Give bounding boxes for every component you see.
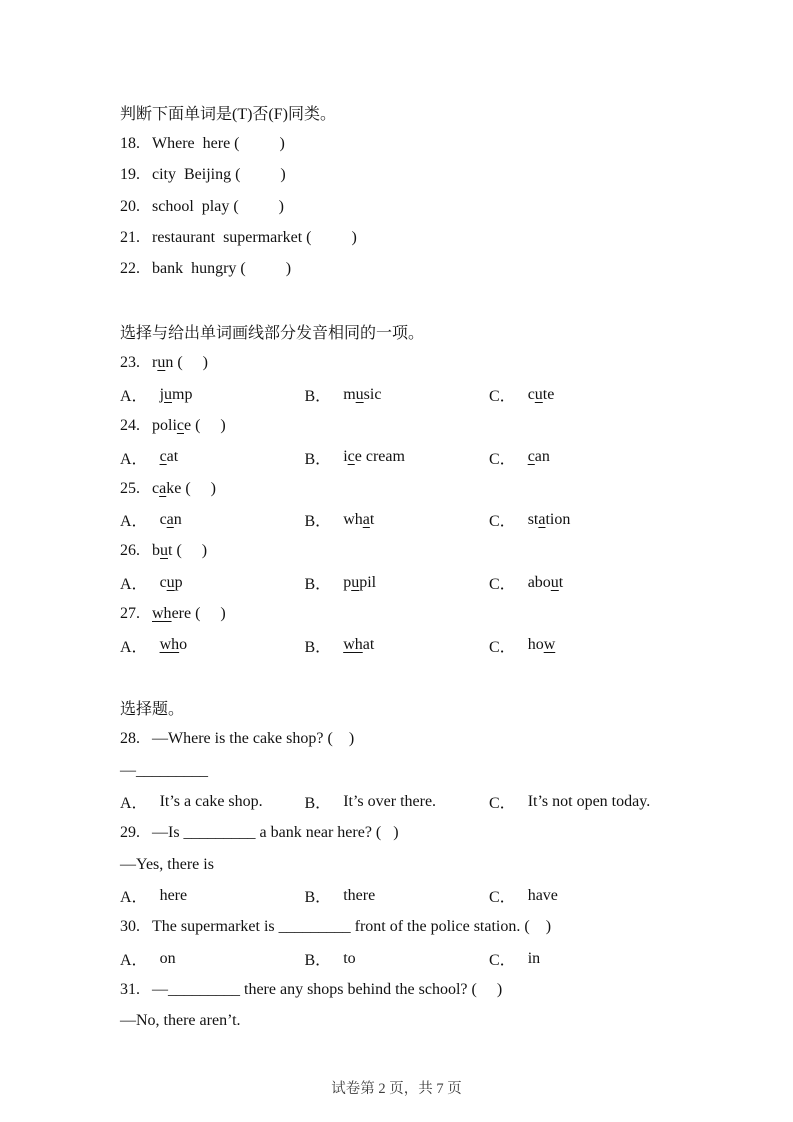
option-text: here (159, 886, 188, 904)
option-label: A． (120, 795, 148, 813)
underlined-letters: c (527, 448, 535, 466)
tf-item-text: Where here ( ) (152, 134, 285, 152)
underlined-letters: u (160, 542, 168, 560)
options-row (120, 442, 733, 473)
question-number: 25. (120, 479, 140, 497)
option-label: B． (304, 450, 332, 468)
option-label: B． (304, 638, 332, 656)
question-stem: —Where is the cake shop? ( ) (152, 730, 355, 748)
question-number: 28. (120, 730, 140, 748)
section-multiple-choice (120, 692, 733, 1037)
option (305, 790, 490, 813)
option (489, 508, 733, 531)
option (305, 634, 490, 657)
option-label: C． (489, 450, 516, 468)
underlined-letters: wh (152, 604, 172, 622)
option-text: in (527, 949, 541, 967)
options-row (120, 786, 733, 817)
option-text: what (343, 636, 375, 654)
option (489, 790, 733, 813)
option-label: B． (304, 513, 332, 531)
question-number: 26. (120, 542, 140, 560)
option (305, 383, 490, 406)
option (305, 884, 490, 907)
option-text: can (527, 448, 550, 466)
option-text: cat (159, 448, 179, 466)
tf-item (120, 222, 733, 253)
option-text: to (343, 949, 356, 967)
option (305, 508, 490, 531)
option (120, 446, 305, 469)
question-number: 18. (120, 134, 140, 152)
option-label: B． (304, 795, 332, 813)
tf-item (120, 191, 733, 222)
question-stem-row (120, 348, 733, 379)
option-text: It’s over there. (343, 792, 437, 810)
underlined-letters: u (157, 354, 166, 372)
option-text: have (527, 886, 558, 904)
option-label: C． (489, 889, 516, 907)
question-stem-row (120, 410, 733, 441)
option-text: can (159, 510, 182, 528)
question-stem: but ( ) (152, 542, 208, 560)
option-label: C． (489, 513, 516, 531)
tf-item (120, 128, 733, 159)
option-text: station (527, 510, 571, 528)
option (120, 508, 305, 531)
option (489, 947, 733, 970)
option (120, 571, 305, 594)
option-text: pupil (343, 573, 377, 591)
dialog-line: —Yes, there is (120, 855, 214, 873)
question-stem-row (120, 974, 733, 1005)
option (120, 790, 305, 813)
page-footer: 试卷第 2 页，共 7 页 (331, 1081, 462, 1097)
tf-item-text: bank hungry ( ) (152, 260, 292, 278)
question-number: 31. (120, 980, 140, 998)
tf-item-text: school play ( ) (152, 197, 284, 215)
dialog-line-row (120, 755, 733, 786)
option-label: A． (120, 450, 148, 468)
option-label: A． (120, 513, 148, 531)
option-label: A． (120, 952, 148, 970)
question-number: 22. (120, 260, 140, 278)
option (120, 383, 305, 406)
option (489, 634, 733, 657)
option-label: B． (304, 576, 332, 594)
underlined-letters: u (534, 385, 543, 403)
question-number: 30. (120, 918, 140, 936)
exam-content (120, 97, 733, 1037)
dialog-line-row (120, 849, 733, 880)
option-label: C． (489, 795, 516, 813)
option-label: B． (304, 889, 332, 907)
option-text: cup (159, 573, 183, 591)
option-text: music (343, 385, 382, 403)
tf-item (120, 254, 733, 285)
question-stem-row (120, 912, 733, 943)
option-text: who (159, 636, 188, 654)
underlined-letters: wh (343, 636, 363, 654)
question-number: 20. (120, 197, 140, 215)
option-label: B． (304, 388, 332, 406)
question-stem: police ( ) (152, 416, 226, 434)
option-text: what (343, 510, 375, 528)
question-stem-row (120, 536, 733, 567)
underlined-letters: u (550, 573, 559, 591)
section-title: 选择与给出单词画线部分发音相同的一项。 (120, 325, 425, 343)
underlined-letters: u (164, 385, 173, 403)
option (489, 571, 733, 594)
section-pronunciation (120, 316, 733, 661)
question-stem: —Is _________ a bank near here? ( ) (152, 824, 399, 842)
option-label: C． (489, 388, 516, 406)
underlined-letters: a (166, 510, 174, 528)
option (305, 947, 490, 970)
question-number: 21. (120, 228, 140, 246)
question-number: 23. (120, 354, 140, 372)
option (120, 884, 305, 907)
dialog-line: —No, there aren’t. (120, 1012, 241, 1030)
option-text: cute (527, 385, 555, 403)
underlined-letters: a (538, 510, 546, 528)
option-label: C． (489, 952, 516, 970)
options-row (120, 880, 733, 911)
question-stem-row (120, 818, 733, 849)
question-stem: The supermarket is _________ front of the police station. ( ) (152, 918, 552, 936)
option (305, 571, 490, 594)
underlined-letters: u (355, 385, 364, 403)
question-stem: run ( ) (152, 354, 208, 372)
option-text: ice cream (343, 448, 405, 466)
dialog-line-row (120, 1006, 733, 1037)
option-label: C． (489, 576, 516, 594)
question-number: 24. (120, 416, 140, 434)
tf-item-text: city Beijing ( ) (152, 166, 286, 184)
question-number: 19. (120, 166, 140, 184)
underlined-letters: c (159, 448, 167, 466)
option-text: on (159, 949, 176, 967)
underlined-letters: a (362, 510, 370, 528)
question-stem: where ( ) (152, 604, 226, 622)
option-text: about (527, 573, 564, 591)
option-text: It’s a cake shop. (159, 792, 263, 810)
section-title: 判断下面单词是(T)否(F)同类。 (120, 106, 336, 124)
underlined-letters: c (176, 416, 184, 434)
options-row (120, 943, 733, 974)
option (489, 884, 733, 907)
section-title: 选择题。 (120, 701, 185, 719)
question-stem-row (120, 724, 733, 755)
question-number: 29. (120, 824, 140, 842)
underlined-letters: u (351, 573, 360, 591)
option-label: B． (304, 952, 332, 970)
underlined-letters: u (166, 573, 175, 591)
underlined-letters: c (347, 448, 355, 466)
option (120, 947, 305, 970)
question-stem-row (120, 598, 733, 629)
option-text: It’s not open today. (527, 792, 651, 810)
options-row (120, 504, 733, 535)
tf-item-text: restaurant supermarket ( ) (152, 228, 357, 246)
options-row (120, 630, 733, 661)
option-label: A． (120, 889, 148, 907)
option-label: A． (120, 576, 148, 594)
dialog-line: —_________ (120, 761, 208, 779)
option-label: A． (120, 638, 148, 656)
option-label: C． (489, 638, 516, 656)
option (489, 383, 733, 406)
question-stem: cake ( ) (152, 479, 216, 497)
option (489, 446, 733, 469)
question-stem-row (120, 473, 733, 504)
option-label: A． (120, 388, 148, 406)
question-number: 27. (120, 604, 140, 622)
option-text: there (343, 886, 376, 904)
section-word-category (120, 97, 733, 285)
question-stem: —_________ there any shops behind the school? ( ) (152, 980, 503, 998)
underlined-letters: wh (159, 636, 180, 654)
underlined-letters: a (159, 479, 167, 497)
underlined-letters: w (543, 636, 556, 654)
tf-item (120, 160, 733, 191)
option (305, 446, 490, 469)
options-row (120, 567, 733, 598)
option-text: jump (159, 385, 193, 403)
option-text: how (527, 636, 556, 654)
option (120, 634, 305, 657)
options-row (120, 379, 733, 410)
